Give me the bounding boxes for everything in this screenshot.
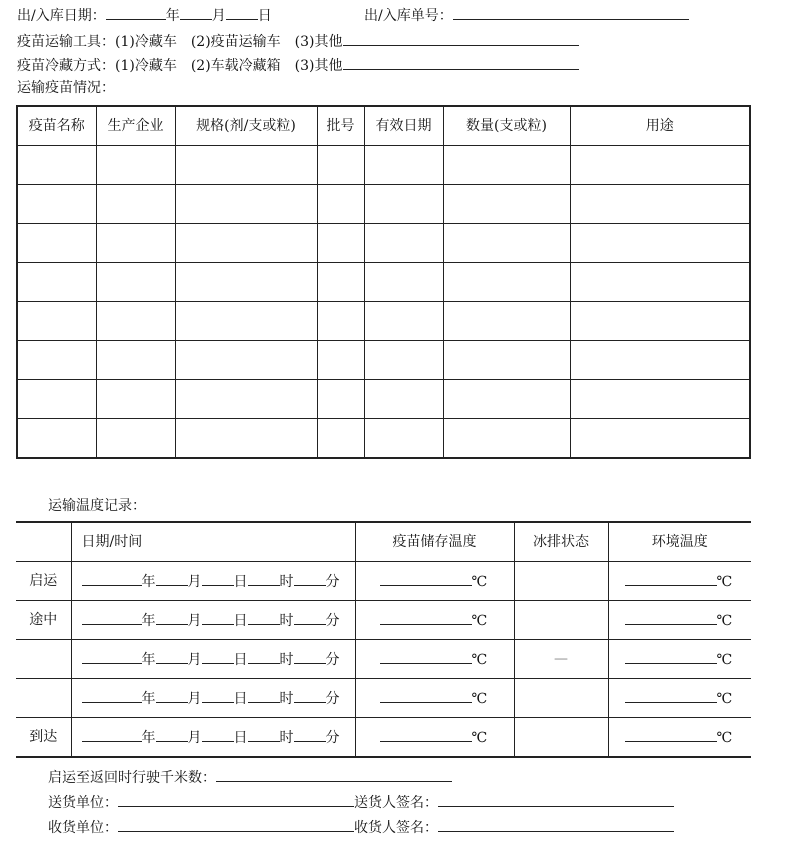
table-cell[interactable]: [96, 146, 175, 185]
table-cell[interactable]: [364, 302, 443, 341]
table-cell[interactable]: [317, 224, 364, 263]
table-cell[interactable]: [96, 341, 175, 380]
datetime-blank[interactable]: [156, 610, 188, 625]
mileage-blank[interactable]: [216, 767, 452, 782]
vaccine-table-header: [17, 106, 750, 146]
datetime-blank[interactable]: [202, 610, 234, 625]
datetime-unit: 时: [279, 613, 294, 629]
table-cell[interactable]: [570, 185, 750, 224]
ambient-temp-cell[interactable]: [608, 601, 751, 640]
month-blank[interactable]: [180, 5, 212, 20]
datetime-blank[interactable]: [82, 727, 142, 742]
col-quantity: 数量(支或粒): [443, 106, 570, 146]
table-cell[interactable]: [364, 419, 443, 459]
datetime-blank[interactable]: [294, 688, 326, 703]
datetime-unit: 年: [141, 652, 156, 668]
storage-temp-blank[interactable]: [380, 727, 472, 742]
table-cell[interactable]: [364, 380, 443, 419]
datetime-blank[interactable]: [202, 571, 234, 586]
storage-temp-cell[interactable]: [355, 601, 514, 640]
col-spec: 规格(剂/支或粒): [175, 106, 317, 146]
table-cell[interactable]: [96, 380, 175, 419]
datetime-unit: 分: [325, 730, 340, 746]
table-cell[interactable]: [96, 419, 175, 459]
datetime-unit: 月: [187, 652, 202, 668]
datetime-unit: 分: [325, 574, 340, 590]
table-cell[interactable]: [17, 380, 96, 419]
table-row: [16, 718, 751, 758]
sender-sign-blank[interactable]: [438, 792, 674, 807]
datetime-cell[interactable]: [71, 562, 355, 601]
vaccine-status-label: 运输疫苗情况：: [17, 80, 115, 96]
col-storage-temp: 疫苗储存温度: [355, 522, 514, 562]
datetime-unit: 分: [325, 613, 340, 629]
datetime-blank[interactable]: [294, 727, 326, 742]
ambient-temp-blank[interactable]: [625, 727, 717, 742]
sender-line: 送货单位： 送货人签名：: [48, 792, 674, 812]
ice-status-cell[interactable]: [514, 562, 608, 601]
datetime-blank[interactable]: [248, 727, 280, 742]
storage-temp-cell[interactable]: [355, 679, 514, 718]
table-cell[interactable]: [443, 341, 570, 380]
storage-other-blank[interactable]: [343, 55, 579, 70]
table-row: [17, 302, 750, 341]
datetime-blank[interactable]: [294, 649, 326, 664]
datetime-blank[interactable]: [82, 688, 142, 703]
table-cell[interactable]: [443, 146, 570, 185]
datetime-unit: 时: [279, 574, 294, 590]
stage-label: 途中: [16, 601, 71, 640]
col-ambient-temp: 环境温度: [608, 522, 751, 562]
ice-status-cell[interactable]: [514, 679, 608, 718]
datetime-unit: 日: [233, 574, 248, 590]
table-cell[interactable]: [317, 146, 364, 185]
temperature-section-label: 运输温度记录：: [48, 498, 146, 514]
table-row: [17, 146, 750, 185]
datetime-blank[interactable]: [156, 571, 188, 586]
table-row: [16, 562, 751, 601]
table-cell[interactable]: [443, 224, 570, 263]
datetime-blank[interactable]: [248, 649, 280, 664]
datetime-unit: 时: [279, 691, 294, 707]
table-cell[interactable]: [317, 419, 364, 459]
datetime-blank[interactable]: [82, 571, 142, 586]
order-number-blank[interactable]: [453, 5, 689, 20]
datetime-blank[interactable]: [202, 688, 234, 703]
table-cell[interactable]: [570, 224, 750, 263]
table-row: [17, 263, 750, 302]
celsius-unit: ℃: [716, 652, 733, 668]
table-cell[interactable]: [364, 341, 443, 380]
table-row: [16, 679, 751, 718]
date-line: 出/入库日期： 年 月 日: [17, 5, 272, 25]
datetime-unit: 日: [233, 652, 248, 668]
datetime-blank[interactable]: [82, 649, 142, 664]
table-row: [16, 640, 751, 679]
table-cell[interactable]: [317, 263, 364, 302]
table-cell[interactable]: [364, 185, 443, 224]
datetime-blank[interactable]: [156, 688, 188, 703]
table-cell[interactable]: [443, 263, 570, 302]
celsius-unit: ℃: [471, 574, 488, 590]
table-cell[interactable]: [17, 146, 96, 185]
ambient-temp-cell[interactable]: [608, 679, 751, 718]
receiver-sign-blank[interactable]: [438, 817, 674, 832]
table-cell[interactable]: [317, 185, 364, 224]
table-row: [17, 224, 750, 263]
table-cell[interactable]: [570, 341, 750, 380]
datetime-blank[interactable]: [294, 571, 326, 586]
table-cell[interactable]: [175, 419, 317, 459]
table-cell[interactable]: [96, 263, 175, 302]
celsius-unit: ℃: [716, 691, 733, 707]
datetime-unit: 年: [141, 574, 156, 590]
transport-other-blank[interactable]: [343, 31, 579, 46]
vaccine-table: [16, 105, 751, 459]
storage-temp-blank[interactable]: [380, 610, 472, 625]
table-cell[interactable]: [570, 146, 750, 185]
datetime-unit: 月: [187, 691, 202, 707]
table-cell[interactable]: [443, 302, 570, 341]
cold-storage-line: 疫苗冷藏方式：(1)冷藏车 (2)车载冷藏箱 (3)其他: [17, 55, 579, 75]
day-blank[interactable]: [226, 5, 258, 20]
datetime-cell[interactable]: [71, 679, 355, 718]
celsius-unit: ℃: [471, 652, 488, 668]
ice-status-cell[interactable]: [514, 601, 608, 640]
col-datetime: 日期/时间: [71, 522, 355, 562]
storage-temp-blank[interactable]: [380, 649, 472, 664]
datetime-unit: 日: [233, 730, 248, 746]
table-cell[interactable]: [443, 185, 570, 224]
celsius-unit: ℃: [716, 730, 733, 746]
table-cell[interactable]: [443, 419, 570, 459]
stage-label: 启运: [16, 562, 71, 601]
storage-temp-cell[interactable]: [355, 640, 514, 679]
celsius-unit: ℃: [716, 574, 733, 590]
table-cell[interactable]: [364, 224, 443, 263]
table-cell[interactable]: [317, 302, 364, 341]
ambient-temp-blank[interactable]: [625, 649, 717, 664]
table-cell[interactable]: [175, 380, 317, 419]
datetime-blank[interactable]: [294, 610, 326, 625]
celsius-unit: ℃: [471, 730, 488, 746]
order-number-line: 出/入库单号：: [364, 5, 689, 25]
table-cell[interactable]: [175, 341, 317, 380]
datetime-unit: 分: [325, 691, 340, 707]
table-cell[interactable]: [570, 302, 750, 341]
table-row: [17, 419, 750, 459]
col-ice-status: 冰排状态: [514, 522, 608, 562]
datetime-unit: 月: [187, 730, 202, 746]
datetime-cell[interactable]: [71, 718, 355, 758]
table-cell[interactable]: [570, 380, 750, 419]
col-expiry: 有效日期: [364, 106, 443, 146]
table-cell[interactable]: [317, 380, 364, 419]
datetime-blank[interactable]: [248, 610, 280, 625]
table-cell[interactable]: [443, 380, 570, 419]
table-cell[interactable]: [175, 263, 317, 302]
sender-unit-blank[interactable]: [118, 792, 354, 807]
ambient-temp-blank[interactable]: [625, 610, 717, 625]
table-cell[interactable]: [96, 224, 175, 263]
table-cell[interactable]: [175, 185, 317, 224]
col-usage: 用途: [570, 106, 750, 146]
year-blank[interactable]: [106, 5, 166, 20]
datetime-cell[interactable]: [71, 601, 355, 640]
datetime-blank[interactable]: [248, 688, 280, 703]
datetime-blank[interactable]: [82, 610, 142, 625]
ambient-temp-blank[interactable]: [625, 688, 717, 703]
datetime-blank[interactable]: [156, 727, 188, 742]
ambient-temp-cell[interactable]: [608, 718, 751, 758]
transport-tool-line: 疫苗运输工具：(1)冷藏车 (2)疫苗运输车 (3)其他: [17, 31, 579, 51]
table-cell[interactable]: [17, 302, 96, 341]
ice-status-cell[interactable]: —: [514, 640, 608, 679]
datetime-unit: 月: [187, 574, 202, 590]
datetime-unit: 年: [141, 730, 156, 746]
table-cell[interactable]: [175, 146, 317, 185]
datetime-unit: 日: [233, 613, 248, 629]
table-cell[interactable]: [17, 419, 96, 459]
datetime-unit: 年: [141, 691, 156, 707]
stage-label: [16, 679, 71, 718]
receiver-unit-blank[interactable]: [118, 817, 354, 832]
receiver-line: 收货单位： 收货人签名：: [48, 817, 674, 837]
datetime-unit: 时: [279, 730, 294, 746]
datetime-blank[interactable]: [202, 649, 234, 664]
ice-status-cell[interactable]: [514, 718, 608, 758]
table-row: [17, 341, 750, 380]
col-manufacturer: 生产企业: [96, 106, 175, 146]
datetime-blank[interactable]: [202, 727, 234, 742]
datetime-unit: 年: [141, 613, 156, 629]
table-cell[interactable]: [17, 263, 96, 302]
col-vaccine-name: 疫苗名称: [17, 106, 96, 146]
datetime-blank[interactable]: [156, 649, 188, 664]
datetime-blank[interactable]: [248, 571, 280, 586]
ambient-temp-cell[interactable]: [608, 562, 751, 601]
celsius-unit: ℃: [471, 691, 488, 707]
datetime-unit: 分: [325, 652, 340, 668]
col-batch: 批号: [317, 106, 364, 146]
table-cell[interactable]: [570, 419, 750, 459]
table-cell[interactable]: [364, 146, 443, 185]
ambient-temp-blank[interactable]: [625, 571, 717, 586]
table-row: [17, 380, 750, 419]
table-cell[interactable]: [570, 263, 750, 302]
storage-temp-cell[interactable]: [355, 562, 514, 601]
storage-temp-blank[interactable]: [380, 688, 472, 703]
celsius-unit: ℃: [716, 613, 733, 629]
stage-label: 到达: [16, 718, 71, 758]
table-cell[interactable]: [96, 302, 175, 341]
datetime-unit: 日: [233, 691, 248, 707]
temperature-table: [16, 521, 751, 758]
ambient-temp-cell[interactable]: [608, 640, 751, 679]
table-cell[interactable]: [17, 224, 96, 263]
table-cell[interactable]: [175, 224, 317, 263]
table-cell[interactable]: [17, 185, 96, 224]
storage-temp-cell[interactable]: [355, 718, 514, 758]
table-cell[interactable]: [17, 341, 96, 380]
table-cell[interactable]: [364, 263, 443, 302]
table-cell[interactable]: [175, 302, 317, 341]
table-cell[interactable]: [96, 185, 175, 224]
temperature-table-header: [16, 522, 751, 562]
table-row: [16, 601, 751, 640]
table-cell[interactable]: [317, 341, 364, 380]
col-stage: [16, 522, 71, 562]
datetime-unit: 月: [187, 613, 202, 629]
celsius-unit: ℃: [471, 613, 488, 629]
storage-temp-blank[interactable]: [380, 571, 472, 586]
datetime-cell[interactable]: [71, 640, 355, 679]
stage-label: [16, 640, 71, 679]
mileage-line: 启运至返回时行驶千米数：: [48, 767, 452, 787]
datetime-unit: 时: [279, 652, 294, 668]
table-row: [17, 185, 750, 224]
